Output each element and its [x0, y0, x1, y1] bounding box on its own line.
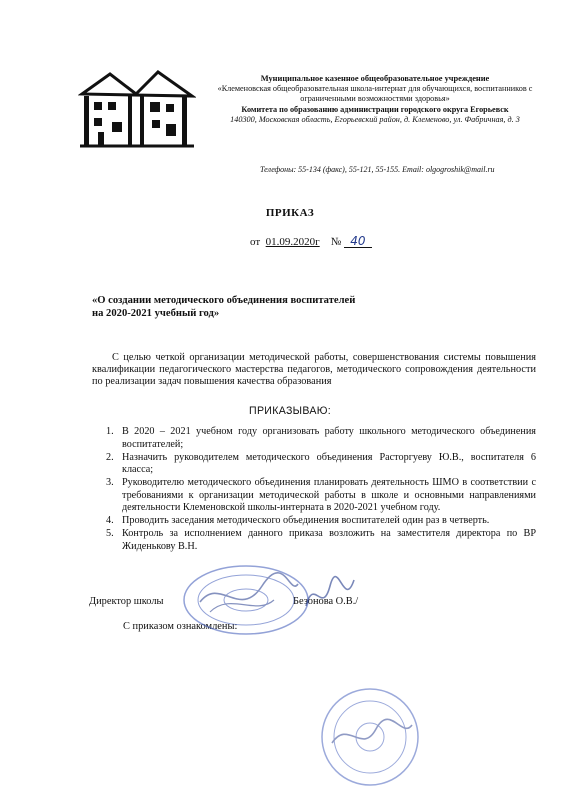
item-number: 1. — [106, 426, 114, 437]
list-item — [106, 426, 536, 451]
order-subject — [92, 294, 355, 320]
number-prefix: № — [330, 236, 342, 248]
org-address: 140300, Московская область, Егорьевский район, д. Клеменово, ул. Фабричная, д. 3 — [230, 114, 520, 124]
order-number: 40 — [344, 236, 372, 248]
director-signature-line — [89, 596, 359, 607]
order-keyword: ПРИКАЗЫВАЮ: — [249, 405, 331, 417]
item-number: 3. — [106, 477, 114, 488]
item-number: 4. — [106, 515, 114, 526]
acquaintance-line: С приказом ознакомлены: — [123, 621, 238, 632]
list-item — [106, 515, 536, 528]
order-date-number — [250, 236, 372, 248]
school-building-logo — [78, 64, 196, 148]
org-contacts: Телефоны: 55-134 (факс), 55-121, 55-155. Email: olgogroshik@mail.ru — [260, 165, 495, 174]
order-date: 01.09.2020г — [265, 236, 320, 248]
item-text: Назначить руководителем методического объединения Расторгуеву Ю.В., воспитателя 6 класса; — [122, 451, 536, 475]
order-preamble: С целью четкой организации методической работы, совершенствования системы повышения квалификации педагогического мастерства педагогов, методического сопровождения деятельности по реализации задач повышения качества образования — [92, 352, 536, 387]
signature-label: Директор школы — [89, 596, 164, 607]
official-stamp — [170, 556, 310, 636]
subject-line1: «О создании методического объединения воспитателей — [92, 295, 356, 306]
handwritten-signature — [300, 566, 360, 626]
org-name-line2: «Клеменовская общеобразовательная школа-интернат для обучающихся, воспитанников с — [217, 84, 533, 94]
item-number: 5. — [106, 528, 114, 539]
list-item — [106, 477, 536, 515]
org-name-line3: ограниченными возможностями здоровья» — [300, 94, 450, 104]
signature-name: Безонова О.В./ — [293, 596, 359, 607]
order-items — [106, 426, 536, 554]
item-text: Контроль за исполнением данного приказа возложить на заместителя директора по ВР Жиденькову В.Н. — [122, 528, 536, 552]
list-item — [106, 452, 536, 477]
organization-header — [200, 74, 550, 125]
item-text: В 2020 – 2021 учебном году организовать работу школьного методического объединения воспитателей; — [122, 426, 536, 450]
org-name-line4: Комитета по образованию администрации городского округа Егорьевск — [241, 104, 509, 114]
list-item — [106, 528, 536, 553]
document-title: ПРИКАЗ — [265, 207, 315, 219]
item-text: Проводить заседания методического объединения воспитателей один раз в четверть. — [122, 515, 490, 526]
org-name-line1: Муниципальное казенное общеобразовательное учреждение — [260, 74, 490, 83]
official-stamp-secondary — [318, 685, 422, 789]
item-number: 2. — [106, 451, 114, 463]
date-prefix: от — [250, 236, 261, 248]
item-text: Руководителю методического объединения планировать деятельность ШМО в соответствии с требованиями к организации методической работы в школе и основными направлениями деятельности Клеменовской школы-интерната в 2020-2021 учебном году. — [122, 477, 536, 513]
subject-line2: на 2020-2021 учебный год» — [92, 308, 220, 319]
